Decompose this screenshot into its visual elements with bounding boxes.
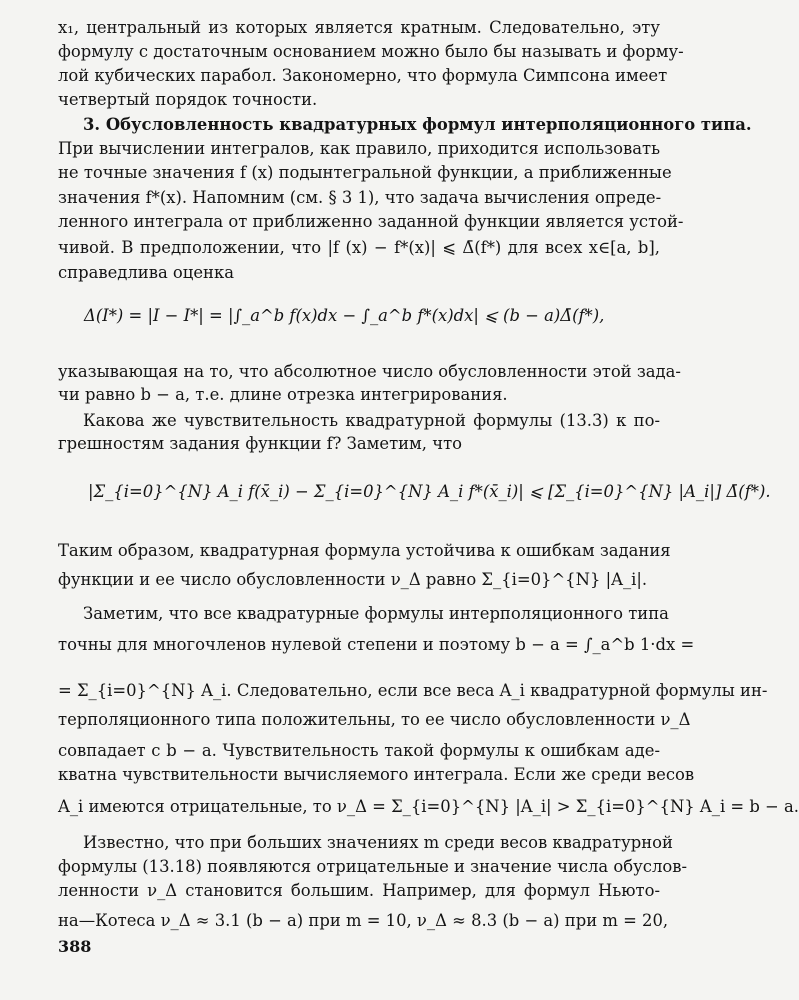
text-line-21: терполяционного типа положительны, то ее число обусловленности ν_Δ	[58, 710, 691, 729]
text-line-1: x₁, центральный из которых является кратным. Следовательно, эту	[58, 18, 660, 37]
text-line-14: Какова же чувствительность квадратурной формулы (13.3) к по-	[83, 411, 660, 430]
text-line-23: кватна чувствительности вычисляемого интеграла. Если же среди весов	[58, 765, 695, 784]
text-line-17: функции и ее число обусловленности ν_Δ равно Σ_{i=0}^{N} |A_i|.	[58, 570, 648, 589]
text-line-12: указывающая на то, что абсолютное число обусловленности этой зада-	[58, 362, 681, 381]
text-line-6: При вычислении интегралов, как правило, приходится использовать	[58, 139, 660, 158]
text-line-18: Заметим, что все квадратурные формулы интерполяционного типа	[83, 604, 669, 623]
text-line-9: ленного интеграла от приближенно заданной функции является устой-	[58, 212, 684, 231]
section-heading: 3. Обусловленность квадратурных формул интерполяционного типа.	[83, 115, 752, 134]
text-line-27: ленности ν_Δ становится большим. Например, для формул Ньюто-	[58, 881, 660, 900]
text-line-11: справедлива оценка	[58, 263, 234, 282]
text-line-25: Известно, что при больших значениях m среди весов квадратурной	[83, 833, 673, 852]
text-line-16: Таким образом, квадратурная формула устойчива к ошибкам задания	[58, 541, 671, 560]
text-line-20: = Σ_{i=0}^{N} A_i. Следовательно, если все веса A_i квадратурной формулы ин-	[58, 681, 768, 700]
equation-1: Δ(I*) = |I − I*| = |∫_a^b f(x)dx − ∫_a^b f*(x)dx| ⩽ (b − a)Δ̄(f*),	[84, 306, 605, 325]
text-line-2: формулу с достаточным основанием можно было бы называть и форму-	[58, 42, 684, 61]
text-line-3: лой кубических парабол. Закономерно, что формула Симпсона имеет	[58, 66, 668, 85]
page-number: 388	[58, 937, 92, 956]
text-line-7: не точные значения f (x) подынтегральной функции, а приближенные	[58, 163, 672, 182]
text-line-10: чивой. В предположении, что |f (x) − f*(x)| ⩽ Δ̄(f*) для всех x∈[a, b],	[58, 238, 660, 257]
text-line-26: формулы (13.18) появляются отрицательные и значение числа обуслов-	[58, 857, 688, 876]
text-line-24: A_i имеются отрицательные, то ν_Δ = Σ_{i=0}^{N} |A_i| > Σ_{i=0}^{N} A_i = b − a.	[58, 797, 799, 816]
text-line-15: грешностям задания функции f? Заметим, что	[58, 434, 463, 453]
text-line-8: значения f*(x). Напомним (см. § 3 1), что задача вычисления опреде-	[58, 188, 662, 207]
text-line-19: точны для многочленов нулевой степени и поэтому b − a = ∫_a^b 1·dx =	[58, 635, 695, 654]
text-line-22: совпадает с b − a. Чувствительность такой формулы к ошибкам аде-	[58, 741, 660, 760]
text-line-13: чи равно b − a, т.е. длине отрезка интегрирования.	[58, 385, 508, 404]
text-line-28: на—Котеса ν_Δ ≈ 3.1 (b − a) при m = 10, ν_Δ ≈ 8.3 (b − a) при m = 20,	[58, 911, 669, 930]
equation-2: |Σ_{i=0}^{N} A_i f(x̄_i) − Σ_{i=0}^{N} A_i f*(x̄_i)| ⩽ [Σ_{i=0}^{N} |A_i|] Δ̄(f*).	[88, 482, 771, 501]
text-line-4: четвертый порядок точности.	[58, 90, 318, 109]
